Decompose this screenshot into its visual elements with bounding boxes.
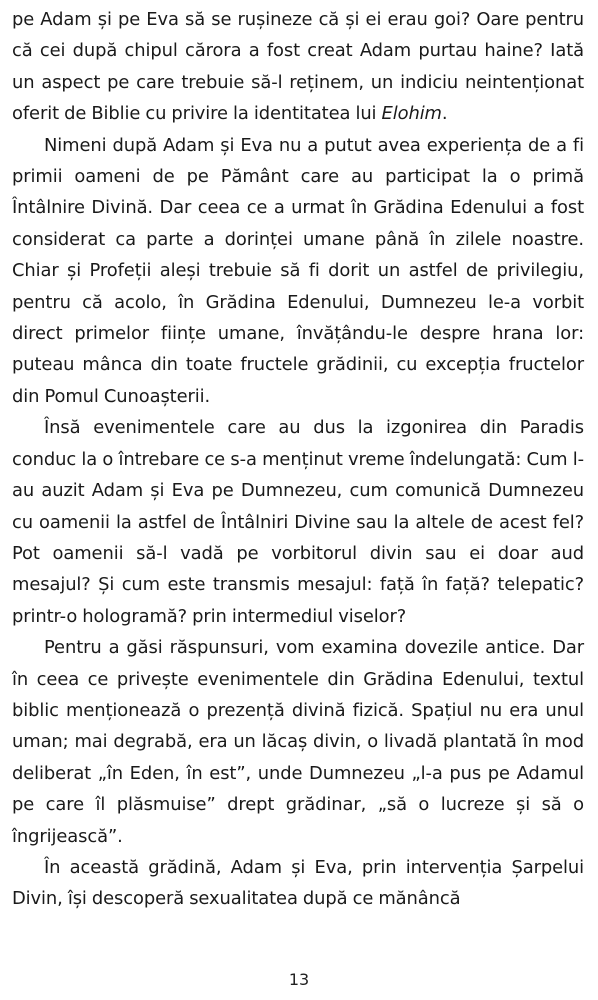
paragraph-1 [12, 4, 584, 130]
paragraph-4-text: Pentru a găsi răspunsuri, vom examina dovezile antice. Dar în ceea ce privește evenimentele din Grădina Edenului, textul biblic menționează o prezență divină fizică. Spațiul nu era unul uman; mai degrabă, era un lăcaș divin, o livadă plantată în mod deliberat „în Eden, în est”, unde Dumnezeu „l-a pus pe Adamul pe care îl plăsmuise” drept grădinar, „să o lucreze și să o îngrijească”. [12, 637, 584, 847]
paragraph-3-text: Însă evenimentele care au dus la izgonirea din Paradis conduc la o întrebare ce s-a menținut vreme îndelungată: Cum l-au auzit Adam și Eva pe Dumnezeu, cum comunică Dumnezeu cu oamenii la astfel de Întâlniri Divine sau la altele de acest fel? Pot oamenii să-l vadă pe vorbitorul divin sau ei doar aud mesajul? Și cum este transmis mesajul: față în față? telepatic? printr-o hologramă? prin intermediul viselor? [12, 417, 584, 627]
paragraph-2 [12, 130, 584, 413]
paragraph-1-italic-term: Elohim [381, 103, 442, 125]
paragraph-3 [12, 412, 584, 632]
paragraph-1-text: pe Adam și pe Eva să se rușineze că și ei erau goi? Oare pentru că cei după chipul cărora a fost creat Adam purtau haine? Iată un aspect pe care trebuie să-l reținem, un indiciu neintenționat oferit de Biblie cu privire la identitatea lui [12, 9, 584, 125]
paragraph-1-end: . [441, 103, 448, 125]
paragraph-5-text: În această grădină, Adam și Eva, prin intervenția Șarpelui Divin, își descoperă sexualitatea după ce mănâncă [12, 856, 584, 910]
paragraph-2-text: Nimeni după Adam și Eva nu a putut avea experiența de a fi primii oameni de pe Pământ care au participat la o primă Întâlnire Divină. Dar ceea ce a urmat în Grădina Edenului a fost considerat ca parte a dorinței umane până în zilele noastre. Chiar și Profeții aleși trebuie să fi dorit un astfel de privilegiu, pentru că acolo, în Grădina Edenului, Dumnezeu le-a vorbit direct primelor ființe umane, învățându-le despre hrana lor: puteau mânca din toate fructele grădinii, cu excepția fructelor din Pomul Cunoașterii. [12, 134, 584, 407]
paragraph-5 [12, 852, 584, 915]
page-number: 13 [288, 970, 310, 989]
page-body [12, 4, 584, 915]
paragraph-4 [12, 632, 584, 852]
